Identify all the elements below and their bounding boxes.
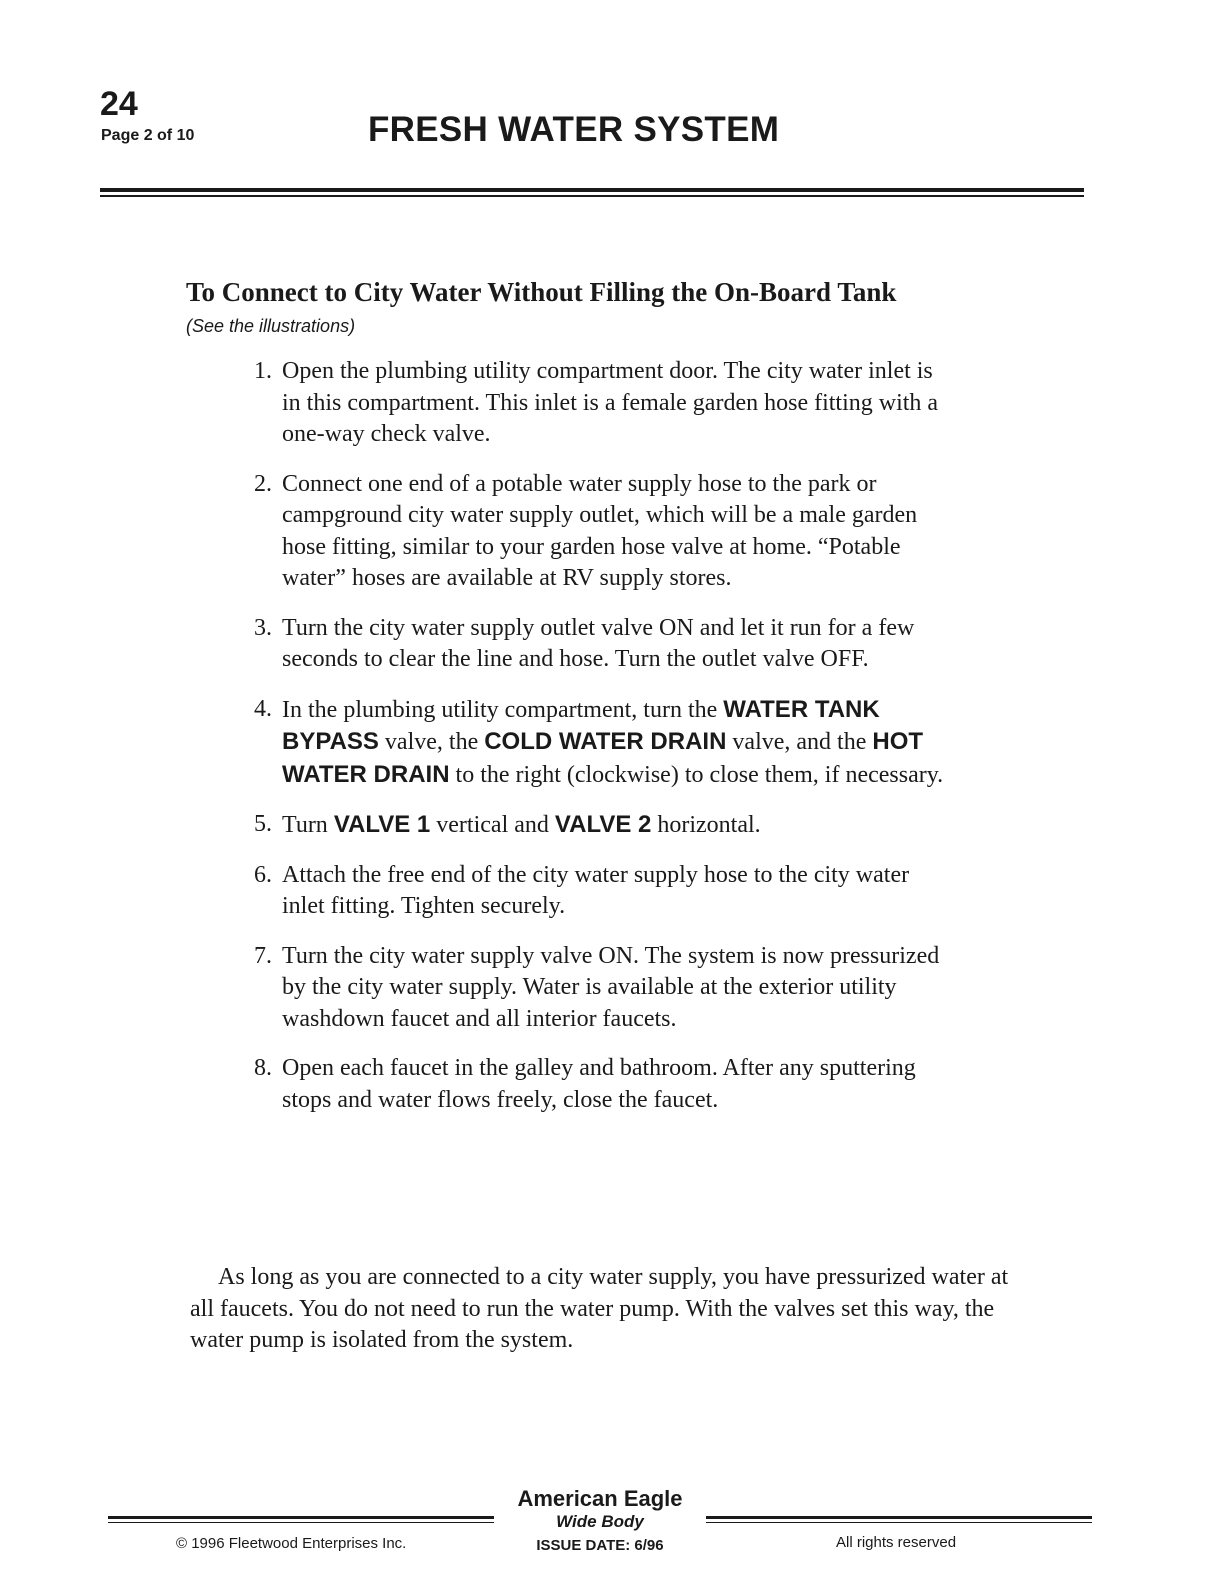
step-item (236, 469, 956, 595)
step-keyword: WATER TANK BYPASS (282, 695, 880, 755)
step-number (236, 941, 282, 1036)
section-heading: To Connect to City Water Without Filling the On-Board Tank (186, 277, 897, 307)
step-text (282, 860, 956, 923)
step-number (236, 809, 282, 842)
step-text-segment: Turn the city water supply valve ON. The system is now pressurized by the city water supply. Water is available at the exterior utility washdown faucet and all interior faucets. (282, 942, 940, 1032)
step-item (236, 613, 956, 676)
step-text (282, 1053, 956, 1116)
step-text (282, 613, 956, 676)
step-keyword: VALVE 1 (333, 811, 431, 838)
header-divider (100, 188, 1084, 192)
step-text (282, 694, 956, 792)
step-text-segment: In the plumbing utility compartment, turn the (282, 696, 724, 723)
footer-rights: All rights reserved (836, 1534, 957, 1551)
step-text-segment: Connect one end of a potable water supply hose to the park or campground city water supply outlet, which will be a male garden hose fitting, similar to your garden hose valve at home. “Potable water” hoses are available at RV supply stores. (282, 470, 918, 591)
step-text (282, 809, 956, 842)
step-item (236, 1053, 956, 1116)
step-text-segment: Turn the city water supply outlet valve ON and let it run for a few seconds to clear the line and hose. Turn the outlet valve OFF. (282, 614, 915, 672)
step-number-label: 7. (254, 942, 272, 969)
closing-paragraph: As long as you are connected to a city water supply, you have pressurized water at all faucets. You do not need to run the water pump. With the valves set this way, the water pump is isolated from the system. (190, 1264, 1009, 1353)
section-note: (See the illustrations) (186, 316, 356, 336)
header-divider-thin (100, 195, 1084, 197)
step-item (236, 941, 956, 1036)
step-text-segment: valve, and the (726, 729, 873, 755)
step-text (282, 941, 956, 1036)
step-number-label: 5. (254, 811, 272, 837)
step-text-segment: vertical and (430, 812, 555, 838)
chapter-number: 24 (100, 85, 138, 123)
page-indicator: Page 2 of 10 (101, 127, 195, 144)
step-number-label: 1. (254, 358, 272, 384)
footer-submodel: Wide Body (556, 1512, 644, 1531)
step-item (236, 809, 956, 842)
step-item (236, 860, 956, 923)
step-text-segment: horizontal. (651, 812, 761, 838)
step-number (236, 1053, 282, 1116)
step-number (236, 469, 282, 595)
step-number-label: 6. (254, 861, 272, 888)
step-text-segment: Open each faucet in the galley and bathroom. After any sputtering stops and water flows freely, close the faucet. (282, 1055, 916, 1113)
step-item (236, 356, 956, 451)
step-number (236, 860, 282, 923)
step-number (236, 613, 282, 676)
step-text (282, 356, 956, 451)
step-text-segment: Open the plumbing utility compartment door. The city water inlet is in this compartment. This inlet is a female garden hose fitting with a one-way check valve. (282, 358, 939, 447)
step-number-label: 4. (254, 695, 272, 722)
step-keyword: COLD WATER DRAIN (484, 728, 727, 755)
step-text-segment: Attach the free end of the city water supply hose to the city water inlet fitting. Tighten securely. (282, 861, 910, 919)
step-number (236, 694, 282, 792)
footer-copyright: © 1996 Fleetwood Enterprises Inc. (176, 1535, 407, 1552)
step-number-label: 2. (254, 470, 272, 497)
step-number-label: 3. (254, 614, 272, 641)
footer-model: American Eagle (517, 1486, 683, 1511)
step-text (282, 469, 956, 595)
step-number-label: 8. (254, 1055, 272, 1081)
step-text-segment: to the right (clockwise) to close them, if necessary. (449, 761, 944, 788)
step-text-segment: valve, the (378, 729, 485, 755)
step-text-segment: Turn (282, 812, 334, 838)
step-item (236, 694, 956, 792)
step-keyword: HOT WATER DRAIN (282, 728, 924, 788)
steps-list (236, 356, 956, 1134)
step-number (236, 356, 282, 451)
step-keyword: VALVE 2 (554, 811, 652, 838)
footer-issue-date: ISSUE DATE: 6/96 (536, 1537, 664, 1554)
page-title: FRESH WATER SYSTEM (368, 110, 780, 149)
